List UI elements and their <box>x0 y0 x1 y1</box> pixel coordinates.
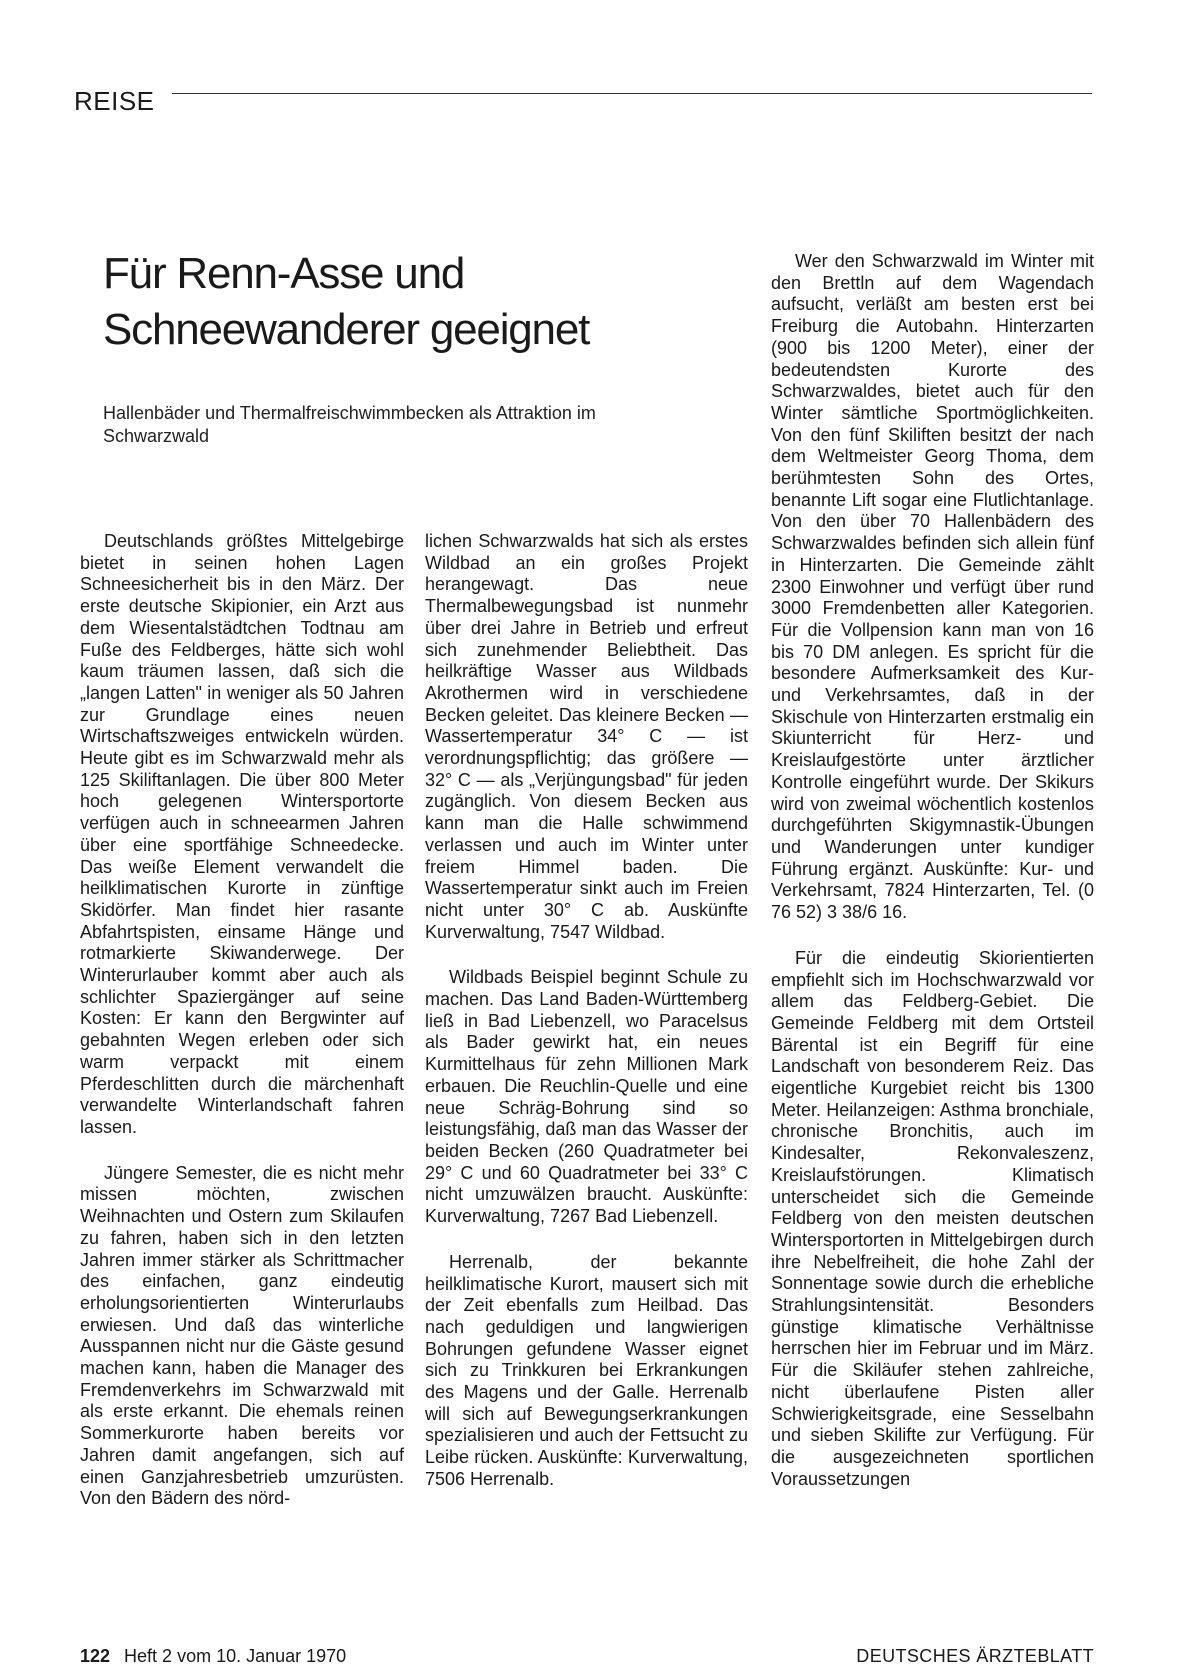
footer-issue-info <box>80 1646 346 1667</box>
paragraph: Jüngere Semester, die es nicht mehr missen möchten, zwischen Weihnachten und Ostern zum Skilaufen zu fahren, haben sich in den letzten Jahren immer stärker als Schrittmacher des einfachen, ganz eindeutig erholungsorientierten Winterurlaubs erwiesen. Und daß das winterliche Ausspannen nicht nur die Gäste gesund machen kann, haben die Manager des Fremdenverkehrs im Schwarzwald mit als erste erkannt. Die ehemals reinen Sommerkurorte haben bereits vor Jahren damit angefangen, sich auf einen Ganzjahresbetrieb umzurüsten. Von den Bädern des nörd- <box>80 1162 404 1509</box>
issue-date: Heft 2 vom 10. Januar 1970 <box>124 1646 347 1666</box>
article-title-line-2: Schneewanderer geeignet <box>103 305 590 354</box>
page-number: 122 <box>80 1646 111 1666</box>
article-column-1 <box>80 531 404 1534</box>
section-label: REISE <box>74 86 155 116</box>
article-column-2 <box>425 531 748 1515</box>
paragraph: Wer den Schwarzwald im Winter mit den Brettln auf dem Wagendach aufsucht, verläßt am besten erst bei Freiburg die Autobahn. Hinterzarten (900 bis 1200 Meter), einer der bedeutendsten Kurorte des Schwarzwaldes, bietet auch für den Winter sämtliche Sportmöglichkeiten. Von den fünf Skiliften besitzt der nach dem Weltmeister Georg Thoma, dem berühmtesten Sohn des Ortes, benannte Lift sogar eine Flutlichtanlage. Von den über 70 Hallenbädern des Schwarzwaldes befinden sich allein fünf in Hinterzarten. Die Gemeinde zählt 2300 Einwohner und verfügt über rund 3000 Fremdenbetten aller Kategorien. Für die Vollpension kann man von 16 bis 70 DM anlegen. Es spricht für die besondere Aufmerksamkeit des Kur- und Verkehrsamtes, daß in der Skischule von Hinterzarten erstmalig ein Skiunterricht für Herz- und Kreislaufgestörte unter ärztlicher Kontrolle eingeführt wurde. Der Skikurs wird von zweimal wöchentlich kostenlos durchgeführten Skigymnastik-Übungen und Wanderungen unter kundiger Führung ergänzt. Auskünfte: Kur- und Verkehrsamt, 7824 Hinterzarten, Tel. (0 76 52) 3 38/6 16. <box>771 251 1094 923</box>
paragraph: Für die eindeutig Skiorientierten empfiehlt sich im Hochschwarzwald vor allem das Feldberg-Gebiet. Die Gemeinde Feldberg mit dem Ortsteil Bärental ist ein Begriff für eine Landschaft von besonderem Reiz. Das eigentliche Kurgebiet reicht bis 1300 Meter. Heilanzeigen: Asthma bronchiale, chronische Bronchitis, auch im Kindesalter, Rekonvaleszenz, Kreislaufstörungen. Klimatisch unterscheidet sich die Gemeinde Feldberg von den meisten deutschen Wintersportorten in Mittelgebirgen durch ihre Nebelfreiheit, die hohe Zahl der Sonnentage sowie durch die erhebliche Strahlungsintensität. Besonders günstige klimatische Verhältnisse herrschen hier im Februar und im März. Für die Skiläufer stehen zahlreiche, nicht überlaufene Pisten aller Schwierigkeitsgrade, eine Sesselbahn und sieben Skilifte zur Verfügung. Für die ausgezeichneten sportlichen Voraussetzungen <box>771 947 1094 1489</box>
article-subtitle: Hallenbäder und Thermalfreischwimmbecken als Attraktion im Schwarzwald <box>103 403 596 446</box>
publication-name: DEUTSCHES ÄRZTEBLATT <box>856 1646 1094 1666</box>
paragraph: Deutschlands größtes Mittelgebirge bietet in seinen hohen Lagen Schneesicherheit bis in den März. Der erste deutsche Skipionier, ein Arzt aus dem Wiesentalstädtchen Todtnau am Fuße des Feldberges, hätte sich wohl kaum träumen lassen, daß sich die „langen Latten" in weniger als 50 Jahren zur Grundlage eines neuen Wirtschaftszweiges entwickeln würden. Heute gibt es im Schwarzwald mehr als 125 Skiliftanlagen. Die über 800 Meter hoch gelegenen Wintersportorte verfügen auch in schneearmen Jahren über eine sportfähige Schneedecke. Das weiße Element verwandelt die heilklimatischen Kurorte in zünftige Skidörfer. Man findet hier rasante Abfahrtspisten, einsame Hänge und rotmarkierte Skiwanderwege. Der Winterurlauber kommt aber auch als schlichter Spaziergänger auf seine Kosten: Er kann den Bergwinter auf gebahnten Wegen erleben oder sich warm verpackt mit einem Pferdeschlitten durch die märchenhaft verwandelte Winterlandschaft fahren lassen. <box>80 531 404 1137</box>
article-title <box>103 246 703 358</box>
article-column-3 <box>771 251 1094 1514</box>
paragraph: lichen Schwarzwalds hat sich als erstes Wildbad an ein großes Projekt herangewagt. Das neue Thermalbewegungsbad ist nunmehr über drei Jahre in Betrieb und erfreut sich zunehmender Beliebtheit. Das heilkräftige Wasser aus Wildbads Akrothermen wird in verschiedene Becken geleitet. Das kleinere Becken — Wassertemperatur 34° C — ist verordnungspflichtig; das größere — 32° C — als „Verjüngungsbad" für jeden zugänglich. Von diesem Becken aus kann man die Halle schwimmend verlassen und auch im Winter unter freiem Himmel baden. Die Wassertemperatur sinkt auch im Freien nicht unter 30° C ab. Auskünfte Kurverwaltung, 7547 Wildbad. <box>425 531 748 942</box>
paragraph: Wildbads Beispiel beginnt Schule zu machen. Das Land Baden-Württemberg ließ in Bad Liebenzell, wo Paracelsus als Bader gewirkt hat, ein neues Kurmittelhaus für zehn Millionen Mark erbauen. Die Reuchlin-Quelle und eine neue Schräg-Bohrung sind so leistungsfähig, daß man das Wasser der beiden Becken (260 Quadratmeter bei 29° C und 60 Quadratmeter bei 33° C nicht umzuwälzen braucht. Auskünfte: Kurverwaltung, 7267 Bad Liebenzell. <box>425 967 748 1227</box>
article-title-line-1: Für Renn-Asse und <box>103 249 465 298</box>
paragraph: Herrenalb, der bekannte heilklimatische Kurort, mausert sich mit der Zeit ebenfalls zum Heilbad. Das nach geduldigen und langwierigen Bohrungen gefundene Wasser eignet sich zu Trinkkuren bei Erkrankungen des Magens und der Galle. Herrenalb will sich auf Bewegungserkrankungen spezialisieren und auch der Fettsucht zu Leibe rücken. Auskünfte: Kurverwaltung, 7506 Herrenalb. <box>425 1251 748 1489</box>
section-rule <box>172 93 1092 94</box>
